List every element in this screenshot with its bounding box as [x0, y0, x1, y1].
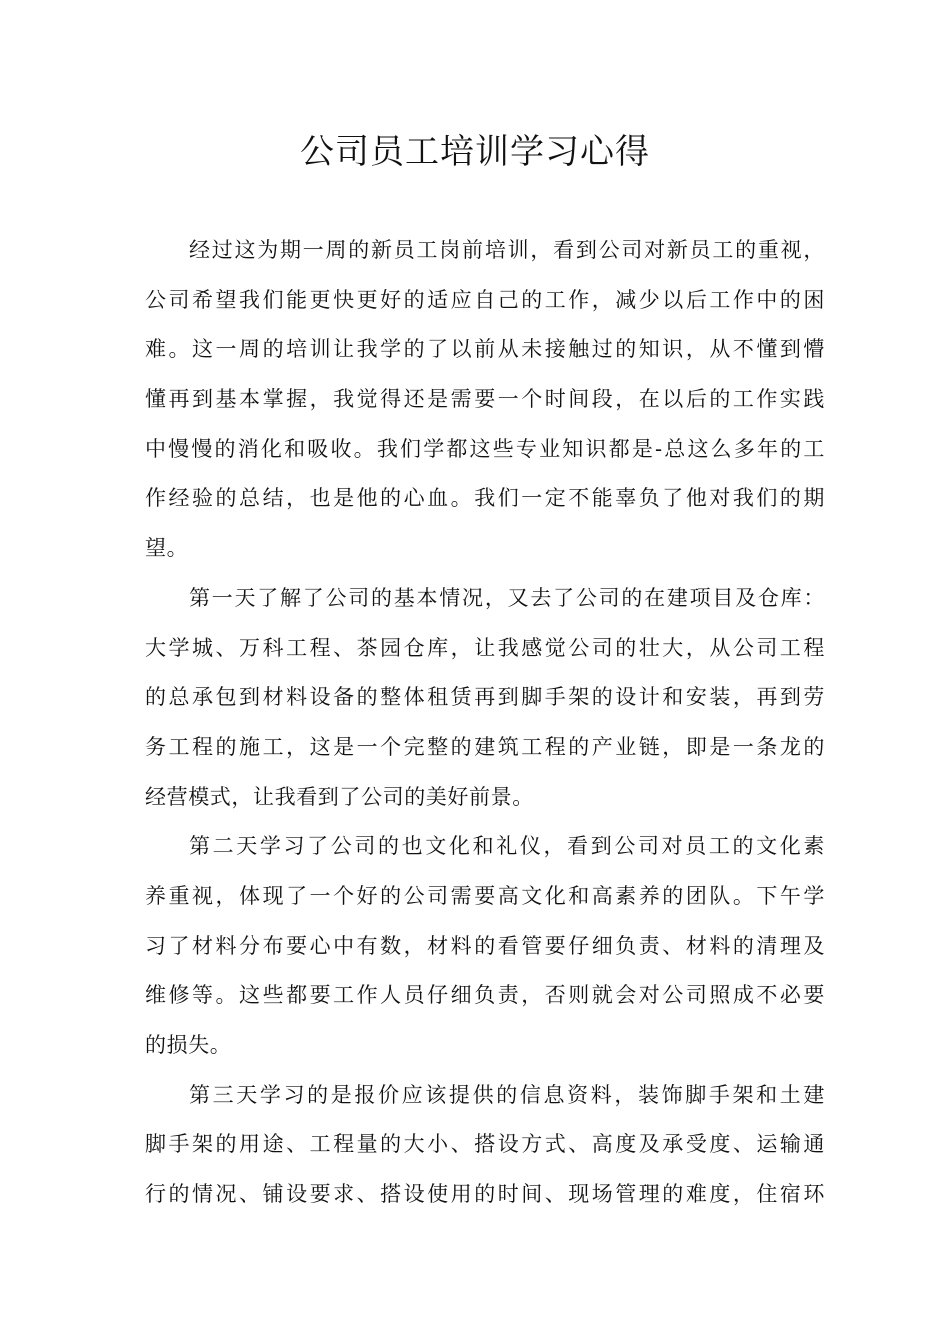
document-title: 公司员工培训学习心得	[300, 132, 650, 172]
paragraph-3-line-3: 习了材料分布要心中有数，材料的看管要仔细负责、材料的清理及	[145, 933, 825, 958]
paragraph-1-line-6: 作经验的总结，也是他的心血。我们一定不能辜负了他对我们的期	[145, 486, 825, 511]
paragraph-3-line-1: 第二天学习了公司的也文化和礼仪，看到公司对员工的文化素	[189, 834, 825, 859]
paragraph-1-line-1: 经过这为期一周的新员工岗前培训，看到公司对新员工的重视，	[189, 238, 825, 262]
paragraph-2-line-3: 的总承包到材料设备的整体租赁再到脚手架的设计和安装，再到劳	[145, 685, 825, 710]
paragraph-4-line-1: 第三天学习的是报价应该提供的信息资料，装饰脚手架和土建	[189, 1082, 825, 1107]
paragraph-3-line-5: 的损失。	[145, 1033, 232, 1057]
paragraph-2-line-1: 第一天了解了公司的基本情况，又去了公司的在建项目及仓库：	[189, 585, 825, 610]
paragraph-2-line-4: 务工程的施工，这是一个完整的建筑工程的产业链，即是一条龙的	[145, 734, 825, 759]
paragraph-1-line-5: 中慢慢的消化和吸收。我们学都这些专业知识都是-总这么多年的工	[145, 436, 825, 461]
paragraph-4-line-3: 行的情况、铺设要求、搭设使用的时间、现场管理的难度，住宿环	[145, 1182, 825, 1207]
paragraph-2-line-5: 经营模式，让我看到了公司的美好前景。	[145, 784, 534, 809]
paragraph-3-line-4: 维修等。这些都要工作人员仔细负责，否则就会对公司照成不必要	[145, 983, 825, 1008]
document-body	[145, 226, 825, 1220]
paragraph-3-line-2: 养重视，体现了一个好的公司需要高文化和高素养的团队。下午学	[145, 883, 825, 908]
paragraph-1-line-4: 懂再到基本掌握，我觉得还是需要一个时间段，在以后的工作实践	[145, 387, 825, 412]
paragraph-1-line-2: 公司希望我们能更快更好的适应自己的工作，减少以后工作中的困	[145, 287, 825, 312]
paragraph-1-line-3: 难。这一周的培训让我学的了以前从未接触过的知识，从不懂到懵	[145, 337, 825, 362]
paragraph-1-line-7: 望。	[145, 536, 189, 561]
paragraph-4-line-2: 脚手架的用途、工程量的大小、搭设方式、高度及承受度、运输通	[145, 1132, 825, 1157]
paragraph-2-line-2: 大学城、万科工程、茶园仓库，让我感觉公司的壮大，从公司工程	[145, 635, 825, 660]
